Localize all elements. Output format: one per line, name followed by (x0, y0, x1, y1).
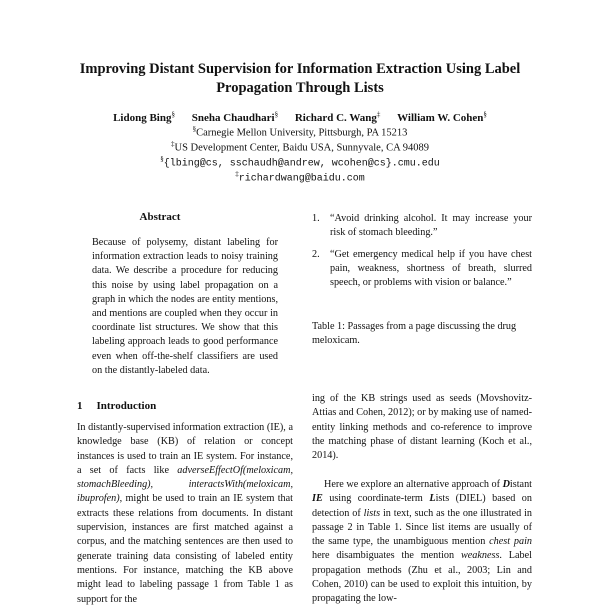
right-paragraph-1: ing of the KB strings used as seeds (Movshovitz-Attias and Cohen, 2012); or by making use of named-entity linking methods and co-reference to improve the matching phase of distant learning (Koch et al., 2014). (312, 393, 532, 462)
author: Sneha Chaudhari§ (191, 110, 279, 124)
list-item: 1. “Avoid drinking alcohol. It may increase your risk of stomach bleeding.” (312, 213, 532, 239)
right-paragraph-2: Here we explore an alternative approach of Distant IE using coordinate-term Lists (DIEL) based on detection of lists in text, such as the one illustrated in passage 2 in Table 1. Since list items are usually of the same type, the unambiguous mention chest pain here disambiguates the mention weakness. Label propagation methods (Zhu et al., 2003; Lin and Cohen, 2010) can be used to exploit this intuition, by propagating the low- (312, 479, 533, 605)
author: William W. Cohen§ (397, 110, 487, 124)
abstract-text: Because of polysemy, distant labeling for information extraction leads to noisy training data. We describe a procedure for reducing this noise by using label propagation on a graph in which the nodes are entity mentions, and mentions are coupled when they occur in coordinate list structures. We show that this labeling approach leads to good performance even when off-the-shelf classifiers are used on the distantly-labeled data. (92, 237, 278, 376)
table1-caption: Table 1: Passages from a page discussing the drug meloxicam. (312, 321, 517, 347)
author: Richard C. Wang‡ (294, 110, 381, 124)
title-line-2: Propagation Through Lists (216, 80, 384, 96)
table1-passages (312, 212, 532, 297)
email-baidu: ‡richardwang@baidu.com (235, 170, 365, 185)
paper-title (60, 60, 540, 98)
email-cmu: §{lbing@cs, sschaudh@andrew, wcohen@cs}.cmu.edu (160, 155, 440, 170)
section-heading: 1 Introduction (77, 400, 157, 412)
title-line-1: Improving Distant Supervision for Information Extraction Using Label (79, 61, 521, 77)
intro-paragraph: In distantly-supervised information extraction (IE), a knowledge base (KB) of relation or concept instances is used to train an IE system. For instance, a set of facts like adverseEffectOf(meloxicam, stomachBleeding), interactsWith(meloxicam, ibuprofen), might be used to train an IE system that extracts these relations from documents. In distant supervision, instances are first matched against a corpus, and the matching sentences are then used to generate training data consisting of labeled entity mentions. For instance, matching the KB above might lead to labeling passage 1 from Table 1 as support for the (77, 422, 293, 605)
affiliation-cmu: §Carnegie Mellon University, Pittsburgh, PA 15213 (192, 125, 408, 139)
affiliation-baidu: ‡US Development Center, Baidu USA, Sunnyvale, CA 94089 (171, 140, 429, 154)
author: Lidong Bing§ (113, 110, 175, 124)
list-item: 2. “Get emergency medical help if you have chest pain, weakness, shortness of breath, slurred speech, or problems with vision or balance.” (312, 248, 532, 289)
abstract-heading: Abstract (139, 211, 181, 223)
